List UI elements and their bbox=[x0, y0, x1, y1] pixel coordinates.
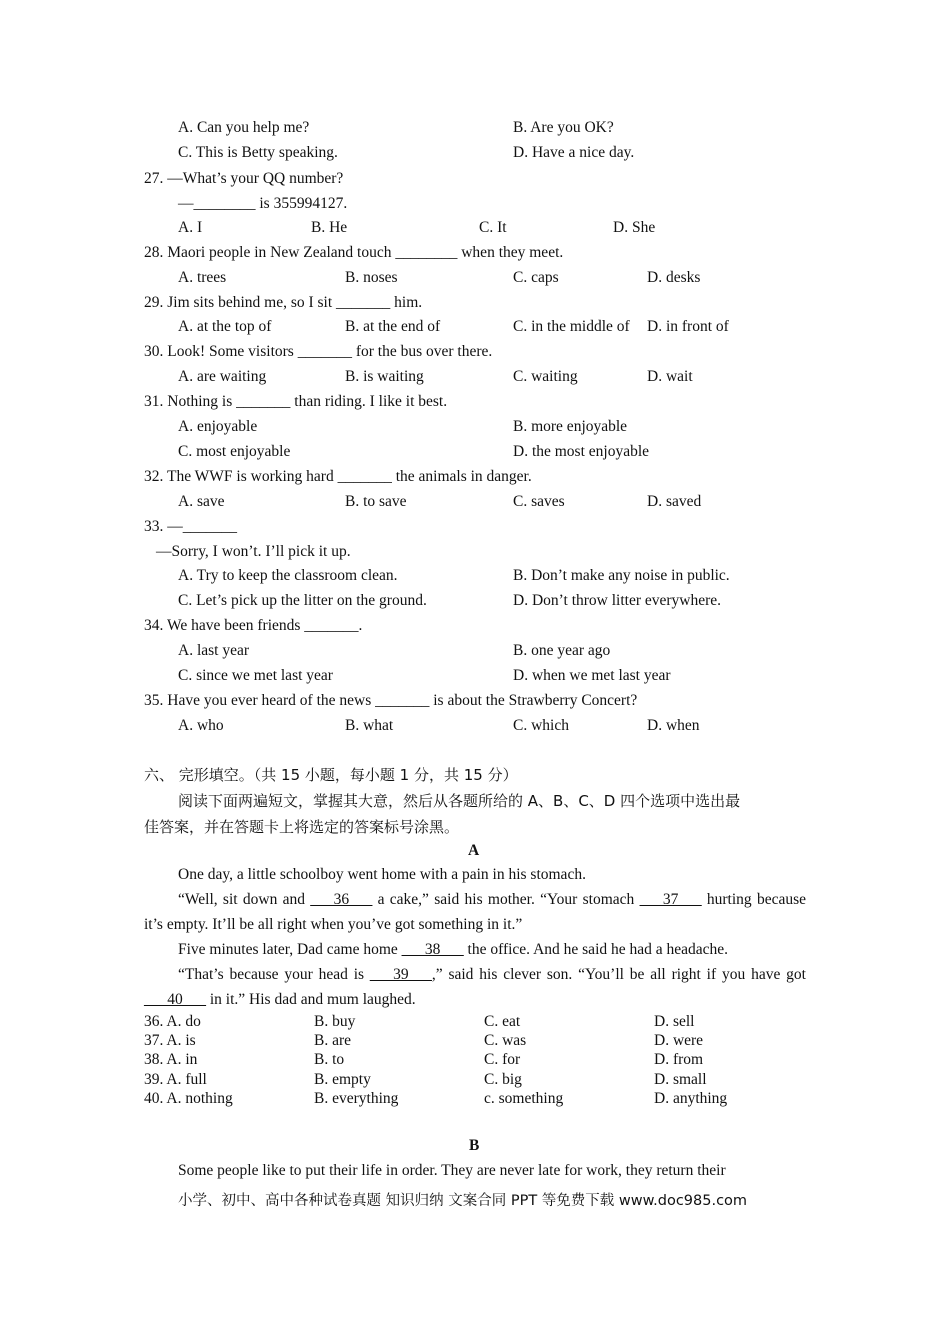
q30-option-d: D. wait bbox=[647, 368, 693, 385]
q33-response-line: —Sorry, I won’t. I’ll pick it up. bbox=[156, 543, 351, 560]
section-instruction-line-2: 佳答案，并在答题卡上将选定的答案标号涂黑。 bbox=[144, 818, 460, 836]
q33-stem: 33. —_______ bbox=[144, 518, 237, 535]
q30-option-b: B. is waiting bbox=[345, 368, 424, 385]
blank-40: ___40___ bbox=[144, 991, 206, 1008]
q35-stem: 35. Have you ever heard of the news _______ is about the Strawberry Concert? bbox=[144, 692, 638, 709]
q30-option-c: C. waiting bbox=[513, 368, 578, 385]
cloze-40-option-b: B. everything bbox=[314, 1090, 399, 1107]
q29-option-d: D. in front of bbox=[647, 318, 729, 335]
q31-option-a: A. enjoyable bbox=[178, 418, 258, 435]
q28-option-d: D. desks bbox=[647, 269, 701, 286]
cloze-38-option-b: B. to bbox=[314, 1051, 345, 1068]
passage-a-paragraph-3: Five minutes later, Dad came home ___38___ the office. And he said he had a headache. bbox=[178, 941, 729, 958]
blank-39: ___39___ bbox=[369, 966, 432, 983]
q32-option-a: A. save bbox=[178, 493, 225, 510]
q32-stem: 32. The WWF is working hard _______ the animals in danger. bbox=[144, 468, 532, 485]
blank-38: ___38___ bbox=[401, 941, 464, 958]
passage-a-paragraph-2: “Well, sit down and ___36___ a cake,” said his mother. “Your stomach ___37___ hurting because it’s empty. It’ll be all right when you’ve got something in it.” bbox=[144, 891, 807, 933]
q28-option-c: C. caps bbox=[513, 269, 559, 286]
passage-a-label: A bbox=[468, 842, 480, 859]
q31-option-b: B. more enjoyable bbox=[513, 418, 628, 435]
q31-option-c: C. most enjoyable bbox=[178, 443, 291, 460]
blank-37: ___37___ bbox=[639, 891, 702, 908]
q34-option-b: B. one year ago bbox=[513, 642, 611, 659]
cloze-37-option-c: C. was bbox=[484, 1032, 527, 1049]
cloze-40-option-c: c. something bbox=[484, 1090, 564, 1107]
q32-option-c: C. saves bbox=[513, 493, 565, 510]
q26-option-a: A. Can you help me? bbox=[178, 119, 310, 136]
q28-stem: 28. Maori people in New Zealand touch ________ when they meet. bbox=[144, 244, 564, 261]
q34-option-d: D. when we met last year bbox=[513, 667, 671, 684]
q29-option-b: B. at the end of bbox=[345, 318, 441, 335]
q27-option-d: D. She bbox=[613, 219, 656, 236]
q27-option-b: B. He bbox=[311, 219, 348, 236]
q33-option-c: C. Let’s pick up the litter on the ground. bbox=[178, 592, 427, 609]
q26-option-d: D. Have a nice day. bbox=[513, 144, 635, 161]
cloze-38-option-d: D. from bbox=[654, 1051, 704, 1068]
cloze-40-option-d: D. anything bbox=[654, 1090, 728, 1107]
cloze-36-option-d: D. sell bbox=[654, 1013, 695, 1030]
q35-option-b: B. what bbox=[345, 717, 394, 734]
q35-option-a: A. who bbox=[178, 717, 224, 734]
q26-option-b: B. Are you OK? bbox=[513, 119, 614, 136]
q31-stem: 31. Nothing is _______ than riding. I like it best. bbox=[144, 393, 448, 410]
q34-option-a: A. last year bbox=[178, 642, 250, 659]
q30-option-a: A. are waiting bbox=[178, 368, 267, 385]
q34-option-c: C. since we met last year bbox=[178, 667, 333, 684]
cloze-39-option-d: D. small bbox=[654, 1071, 707, 1088]
q29-option-a: A. at the top of bbox=[178, 318, 272, 335]
cloze-39-option-c: C. big bbox=[484, 1071, 522, 1088]
cloze-37-option-d: D. were bbox=[654, 1032, 704, 1049]
page-footer: 小学、初中、高中各种试卷真题 知识归纳 文案合同 PPT 等免费下载 www.doc985.com bbox=[178, 1193, 748, 1209]
q28-option-b: B. noses bbox=[345, 269, 398, 286]
q33-option-a: A. Try to keep the classroom clean. bbox=[178, 567, 398, 584]
q27-answer-line: —________ is 355994127. bbox=[178, 195, 348, 212]
q33-option-b: B. Don’t make any noise in public. bbox=[513, 567, 730, 584]
blank-36: ___36___ bbox=[310, 891, 373, 908]
section-heading: 六、 完形填空。（共 15 小题，每小题 1 分，共 15 分） bbox=[144, 766, 518, 784]
q35-option-d: D. when bbox=[647, 717, 700, 734]
q34-stem: 34. We have been friends _______. bbox=[144, 617, 363, 634]
q29-stem: 29. Jim sits behind me, so I sit _______ him. bbox=[144, 294, 423, 311]
q29-option-c: C. in the middle of bbox=[513, 318, 630, 335]
passage-a-paragraph-4: “That’s because your head is ___39___,” said his clever son. “You’ll be all right if you have got ___40___ in it.” His dad and mum laughed. bbox=[144, 966, 806, 1008]
q31-option-d: D. the most enjoyable bbox=[513, 443, 650, 460]
q27-option-a: A. I bbox=[178, 219, 203, 236]
cloze-40-option-a: 40. A. nothing bbox=[144, 1090, 233, 1107]
cloze-37-option-b: B. are bbox=[314, 1032, 352, 1049]
passage-a-paragraph-1: One day, a little schoolboy went home with a pain in his stomach. bbox=[178, 866, 586, 883]
cloze-39-option-a: 39. A. full bbox=[144, 1071, 207, 1088]
cloze-36-option-c: C. eat bbox=[484, 1013, 521, 1030]
q28-option-a: A. trees bbox=[178, 269, 227, 286]
q26-option-c: C. This is Betty speaking. bbox=[178, 144, 338, 161]
q30-stem: 30. Look! Some visitors _______ for the bus over there. bbox=[144, 343, 493, 360]
q35-option-c: C. which bbox=[513, 717, 569, 734]
cloze-37-option-a: 37. A. is bbox=[144, 1032, 196, 1049]
section-instruction-line-1: 阅读下面两遍短文，掌握其大意，然后从各题所给的 A、B、C、D 四个选项中选出最 bbox=[178, 792, 741, 810]
cloze-38-option-a: 38. A. in bbox=[144, 1051, 198, 1068]
passage-b-paragraph-1: Some people like to put their life in order. They are never late for work, they return their bbox=[178, 1162, 726, 1179]
cloze-36-option-a: 36. A. do bbox=[144, 1013, 201, 1030]
q27-option-c: C. It bbox=[479, 219, 507, 236]
q27-stem: 27. —What’s your QQ number? bbox=[144, 170, 344, 187]
passage-b-label: B bbox=[469, 1137, 480, 1154]
cloze-36-option-b: B. buy bbox=[314, 1013, 356, 1030]
cloze-38-option-c: C. for bbox=[484, 1051, 521, 1068]
cloze-39-option-b: B. empty bbox=[314, 1071, 371, 1088]
q32-option-d: D. saved bbox=[647, 493, 702, 510]
q33-option-d: D. Don’t throw litter everywhere. bbox=[513, 592, 722, 609]
q32-option-b: B. to save bbox=[345, 493, 407, 510]
